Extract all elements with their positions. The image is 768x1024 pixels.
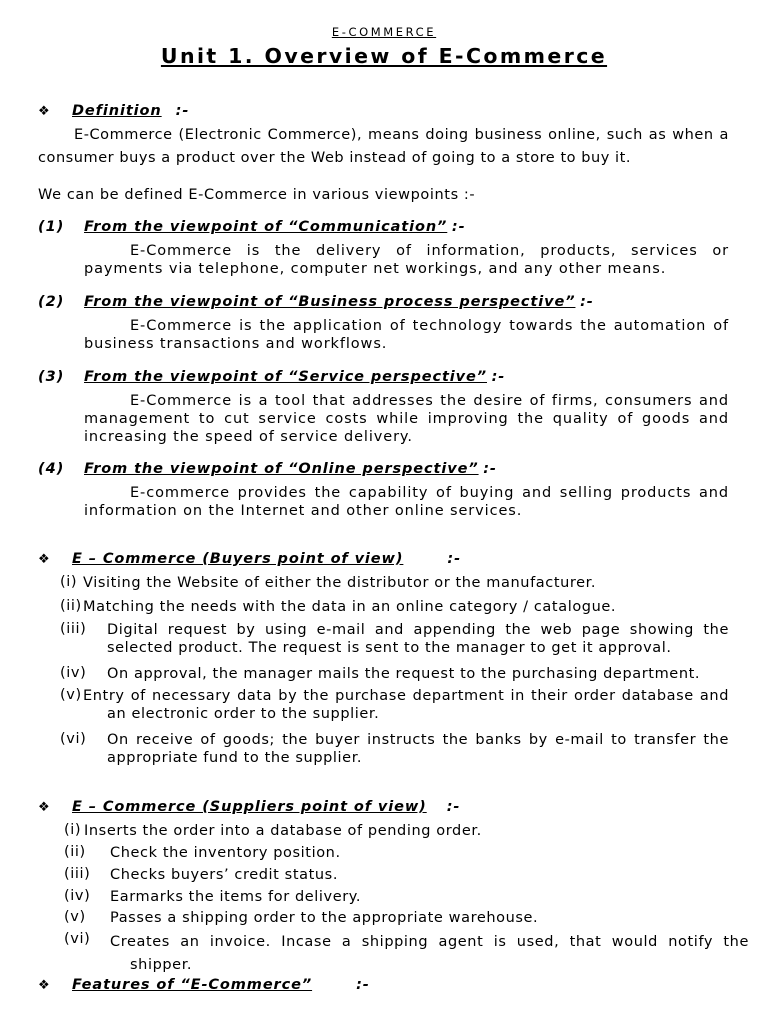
suppliers-item-6-text: Creates an invoice. Incase a shipping agent is used, that would notify the shipper. — [110, 934, 749, 973]
page-title: Unit 1. Overview of E-Commerce — [160, 44, 608, 68]
document-label: E-COMMERCE — [331, 25, 437, 39]
viewpoint-2-heading: From the viewpoint of “Business process perspective” :- — [84, 294, 594, 310]
viewpoint-2-number: (2) — [38, 294, 65, 310]
buyers-item-1-text: Visiting the Website of either the distributor or the manufacturer. — [83, 575, 597, 591]
suppliers-item-5-number: (v) — [64, 909, 86, 925]
buyers-heading: ❖ E – Commerce (Buyers point of view) :- — [38, 551, 461, 567]
definition-intro: We can be defined E-Commerce in various viewpoints :- — [38, 187, 476, 203]
buyers-item-3-text: Digital request by using e-mail and appending the web page showing the selected product. The request is sent to the manager to get it approval. — [107, 622, 729, 656]
suppliers-item-1-number: (i) — [64, 822, 82, 838]
suppliers-item-2-text: Check the inventory position. — [110, 845, 341, 861]
definition-text: E-Commerce (Electronic Commerce), means doing business online, such as when a consumer buys a product over the Web instead of going to a store to buy it. — [38, 127, 729, 166]
diamond-bullet-icon: ❖ — [38, 800, 50, 815]
suppliers-item-6-number: (vi) — [64, 931, 91, 947]
viewpoint-2-text: E-Commerce is the application of technology towards the automation of business transactions and workflows. — [84, 318, 729, 352]
viewpoint-1-text: E-Commerce is the delivery of information, products, services or payments via telephone, computer net workings, and any other means. — [84, 243, 729, 277]
buyers-item-2-number: (ii) — [60, 598, 82, 614]
viewpoint-4-text: E-commerce provides the capability of buying and selling products and information on the Internet and other online services. — [84, 485, 729, 519]
buyers-item-5-text: Entry of necessary data by the purchase department in their order database and an electronic order to the supplier. — [83, 688, 729, 722]
viewpoint-4-heading: From the viewpoint of “Online perspective” :- — [84, 461, 497, 477]
suppliers-item-2-number: (ii) — [64, 844, 86, 860]
definition-suffix: :- — [175, 103, 190, 119]
definition-heading — [38, 103, 189, 119]
suppliers-item-3-text: Checks buyers’ credit status. — [110, 867, 339, 883]
diamond-bullet-icon: ❖ — [38, 978, 50, 993]
viewpoint-3-number: (3) — [38, 369, 65, 385]
suppliers-item-4-number: (iv) — [64, 888, 91, 904]
buyers-item-3-number: (iii) — [60, 621, 87, 637]
suppliers-item-5-text: Passes a shipping order to the appropriate warehouse. — [110, 910, 539, 926]
suppliers-heading: ❖ E – Commerce (Suppliers point of view) :- — [38, 799, 461, 815]
features-heading: ❖ Features of “E-Commerce” :- — [38, 977, 370, 993]
viewpoint-1-heading: From the viewpoint of “Communication” :- — [84, 219, 466, 235]
viewpoint-1-number: (1) — [38, 219, 65, 235]
suppliers-item-3-number: (iii) — [64, 866, 91, 882]
buyers-item-6-number: (vi) — [60, 731, 87, 747]
buyers-item-5-number: (v) — [60, 687, 82, 703]
suppliers-item-1-text: Inserts the order into a database of pending order. — [84, 823, 482, 839]
buyers-item-6-text: On receive of goods; the buyer instructs the banks by e-mail to transfer the appropriate fund to the supplier. — [107, 732, 729, 766]
diamond-bullet-icon: ❖ — [38, 104, 50, 119]
suppliers-item-4-text: Earmarks the items for delivery. — [110, 889, 362, 905]
buyers-item-1-number: (i) — [60, 574, 78, 590]
buyers-item-4-text: On approval, the manager mails the request to the purchasing department. — [107, 666, 701, 682]
definition-heading-text: Definition — [72, 103, 162, 119]
viewpoint-4-number: (4) — [38, 461, 65, 477]
buyers-item-4-number: (iv) — [60, 665, 87, 681]
diamond-bullet-icon: ❖ — [38, 552, 50, 567]
viewpoint-3-heading: From the viewpoint of “Service perspective” :- — [84, 369, 506, 385]
viewpoint-3-text: E-Commerce is a tool that addresses the desire of firms, consumers and management to cut service costs while improving the quality of goods and increasing the speed of service delivery. — [84, 393, 729, 445]
buyers-item-2-text: Matching the needs with the data in an online category / catalogue. — [83, 599, 617, 615]
